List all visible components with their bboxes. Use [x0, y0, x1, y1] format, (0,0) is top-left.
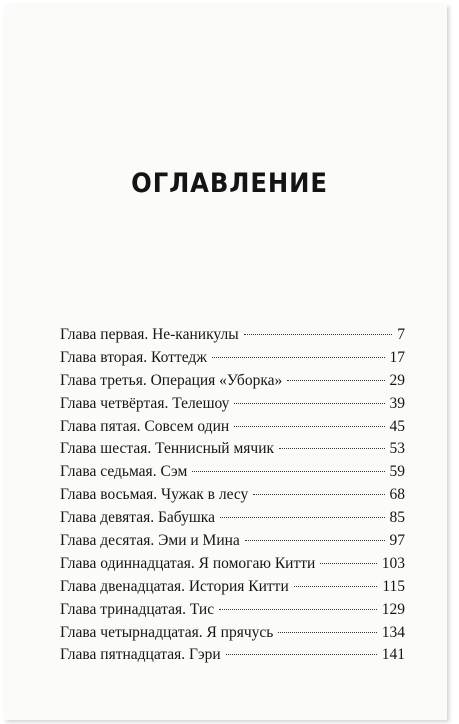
dot-leader — [244, 334, 393, 335]
dot-leader — [245, 540, 385, 541]
toc-entry — [60, 486, 405, 509]
toc-entry-page-number: 68 — [389, 486, 405, 504]
toc-entry-title: Глава тринадцатая. Тис — [60, 600, 215, 618]
toc-entry — [60, 646, 405, 669]
dot-leader — [287, 380, 384, 381]
dot-leader — [226, 654, 377, 655]
toc-entry-title: Глава двенадцатая. История Китти — [60, 577, 289, 595]
dot-leader — [212, 357, 385, 358]
page-title: ОГЛАВЛЕНИЕ — [131, 168, 328, 199]
dot-leader — [234, 403, 384, 404]
toc-entry-page-number: 39 — [389, 394, 405, 412]
toc-entry-title: Глава девятая. Бабушка — [60, 509, 215, 527]
toc-entry — [60, 349, 405, 372]
toc-entry — [60, 624, 405, 647]
toc-entry-title: Глава восьмая. Чужак в лесу — [60, 486, 249, 504]
toc-entry — [60, 418, 405, 441]
toc-entry-page-number: 85 — [389, 509, 405, 527]
toc-entry-page-number: 103 — [381, 554, 405, 572]
toc-entry-page-number: 129 — [381, 600, 405, 618]
dot-leader — [253, 494, 384, 495]
toc-entry-title: Глава вторая. Коттедж — [60, 348, 207, 366]
toc-entry-page-number: 7 — [397, 326, 405, 343]
toc-entry-page-number: 45 — [389, 417, 405, 435]
toc-entry-title: Глава пятая. Совсем один — [60, 417, 230, 435]
toc-entry-title: Глава первая. Не-каникулы — [60, 326, 239, 343]
toc-entry — [60, 372, 405, 395]
toc-entry — [60, 532, 405, 555]
dot-leader — [220, 517, 385, 518]
dot-leader — [320, 563, 376, 564]
toc-entry-title: Глава четвёртая. Телешоу — [60, 394, 230, 412]
toc-entry-title: Глава одиннадцатая. Я помогаю Китти — [60, 554, 316, 572]
toc-entry-title: Глава седьмая. Сэм — [60, 463, 188, 481]
toc-entry — [60, 601, 405, 624]
toc-entry-page-number: 134 — [381, 623, 405, 641]
toc-entry-page-number: 115 — [382, 577, 405, 595]
toc-entry-title: Глава третья. Операция «Уборка» — [60, 371, 283, 389]
toc-entry-title: Глава десятая. Эми и Мина — [60, 532, 240, 550]
dot-leader — [294, 586, 378, 587]
dot-leader — [278, 632, 376, 633]
toc-entry-page-number: 59 — [389, 463, 405, 481]
toc-entry-page-number: 17 — [389, 348, 405, 366]
toc-entry — [60, 509, 405, 532]
toc-entry — [60, 555, 405, 578]
toc-entry-page-number: 29 — [389, 371, 405, 389]
dot-leader — [234, 426, 384, 427]
dot-leader — [279, 448, 384, 449]
toc-entry-title: Глава пятнадцатая. Гэри — [60, 646, 221, 664]
toc-entry — [60, 578, 405, 601]
toc-entry-page-number: 53 — [389, 440, 405, 458]
toc-entry-title: Глава четырнадцатая. Я прячусь — [60, 623, 274, 641]
dot-leader — [192, 471, 384, 472]
dot-leader — [219, 609, 377, 610]
toc-entry — [60, 440, 405, 463]
table-of-contents — [60, 326, 405, 669]
toc-entry-page-number: 97 — [389, 532, 405, 550]
toc-entry — [60, 395, 405, 418]
toc-entry — [60, 463, 405, 486]
toc-entry — [60, 326, 405, 349]
toc-entry-page-number: 141 — [381, 646, 405, 664]
toc-entry-title: Глава шестая. Теннисный мячик — [60, 440, 275, 458]
